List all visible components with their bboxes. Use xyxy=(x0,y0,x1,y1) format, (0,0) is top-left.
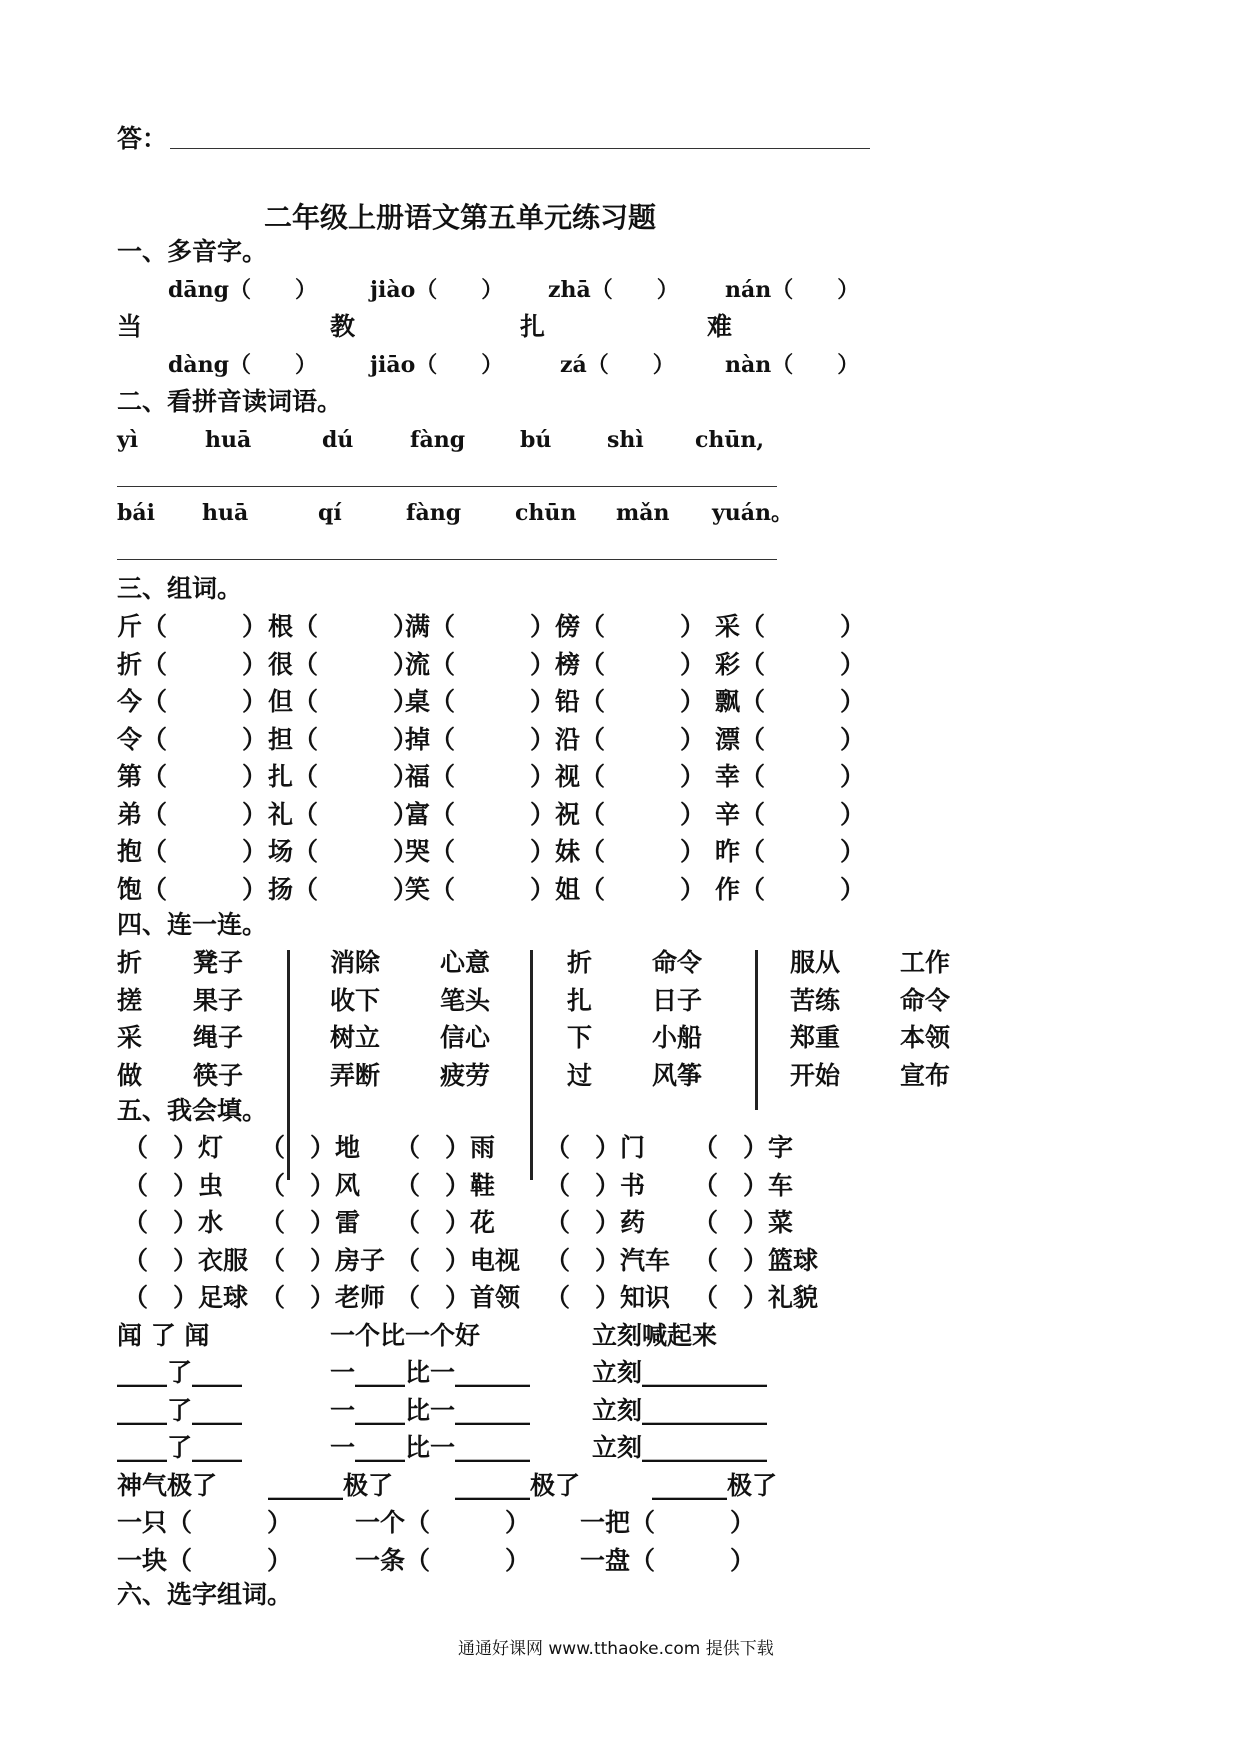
match-item: 筷子 xyxy=(193,1060,244,1090)
word-group-item: 令（ ） xyxy=(117,724,268,754)
polyphone-top-4: nán（ ） xyxy=(725,277,860,303)
measure-word-item: 一把（ ） xyxy=(580,1508,756,1537)
word-group-item: 傍（ ） xyxy=(555,612,706,641)
match-item: 折 xyxy=(117,948,143,977)
word-group-item: 很（ ） xyxy=(268,649,419,679)
measure-word-item: 一块（ ） xyxy=(117,1545,293,1575)
word-group-item: 飘（ ） xyxy=(715,687,866,716)
match-item: 苦练 xyxy=(790,985,841,1015)
match-item: 采 xyxy=(117,1023,143,1052)
page-title: 二年级上册语文第五单元练习题 xyxy=(264,201,657,234)
fill-blank-item: （ ）车 xyxy=(693,1170,794,1200)
pinyin-word: bái xyxy=(117,500,155,526)
pinyin-word: huā xyxy=(205,427,252,453)
divider-line-2 xyxy=(530,950,533,1180)
match-item: 本领 xyxy=(900,1023,951,1052)
word-group-item: 笑（ ） xyxy=(405,874,556,904)
pinyin-word: fàng xyxy=(410,427,466,453)
polyphone-top-1: dāng（ ） xyxy=(168,277,318,303)
word-group-item: 礼（ ） xyxy=(268,799,419,829)
word-group-item: 视（ ） xyxy=(555,762,706,791)
word-group-item: 第（ ） xyxy=(117,762,268,791)
word-group-item: 根（ ） xyxy=(268,612,419,641)
measure-word-item: 一条（ ） xyxy=(355,1545,531,1575)
jile-item: ______极了 xyxy=(652,1471,778,1500)
match-item: 搓 xyxy=(117,985,143,1015)
word-group-item: 弟（ ） xyxy=(117,799,268,829)
polyphone-bottom-1: dàng（ ） xyxy=(168,352,318,378)
word-group-item: 铅（ ） xyxy=(555,687,706,716)
divider-line-3 xyxy=(755,950,758,1110)
word-group-item: 但（ ） xyxy=(268,687,419,716)
word-group-item: 流（ ） xyxy=(405,649,556,679)
jile-item: ______极了 xyxy=(455,1471,581,1500)
pinyin-word: bú xyxy=(520,427,552,453)
fill-blank-item: （ ）汽车 xyxy=(545,1245,671,1275)
pattern-blank: 一____比一______ xyxy=(330,1395,531,1425)
match-item: 做 xyxy=(117,1060,143,1090)
match-item: 信心 xyxy=(440,1023,491,1052)
fill-blank-item: （ ）风 xyxy=(260,1170,361,1200)
word-group-item: 彩（ ） xyxy=(715,649,866,679)
word-group-item: 幸（ ） xyxy=(715,762,866,791)
fill-blank-item: （ ）雷 xyxy=(260,1208,361,1237)
pattern-blank: 立刻__________ xyxy=(592,1395,768,1425)
match-item: 郑重 xyxy=(790,1023,841,1052)
measure-word-item: 一盘（ ） xyxy=(580,1545,756,1575)
word-group-item: 饱（ ） xyxy=(117,874,268,904)
fill-blank-item: （ ）灯 xyxy=(123,1133,224,1162)
match-item: 扎 xyxy=(567,985,593,1015)
pinyin-word: qí xyxy=(318,500,342,526)
section-1-heading: 一、多音字。 xyxy=(117,237,268,266)
word-group-item: 作（ ） xyxy=(715,874,866,904)
word-group-item: 折（ ） xyxy=(117,649,268,679)
pattern-blank: ____了____ xyxy=(117,1395,243,1425)
polyphone-bottom-2: jiāo（ ） xyxy=(370,352,504,378)
fill-blank-item: （ ）地 xyxy=(260,1133,361,1162)
pinyin-word: yuán。 xyxy=(712,500,794,526)
polyphone-char-3: 扎 xyxy=(520,312,546,341)
fill-blank-item: （ ）花 xyxy=(395,1208,496,1237)
section-4-heading: 四、连一连。 xyxy=(117,910,268,939)
fill-blank-item: （ ）衣服 xyxy=(123,1245,249,1275)
word-group-item: 榜（ ） xyxy=(555,649,706,679)
match-item: 树立 xyxy=(330,1023,381,1052)
match-item: 风筝 xyxy=(652,1060,703,1090)
pinyin-word: mǎn xyxy=(616,500,670,526)
pinyin-word: huā xyxy=(202,500,249,526)
word-group-item: 桌（ ） xyxy=(405,687,556,716)
word-group-item: 满（ ） xyxy=(405,612,556,641)
pinyin-answer-line-1 xyxy=(117,486,777,487)
word-group-item: 斤（ ） xyxy=(117,612,268,641)
match-item: 凳子 xyxy=(193,948,244,977)
word-group-item: 扎（ ） xyxy=(268,762,419,791)
word-group-item: 妹（ ） xyxy=(555,837,706,866)
match-item: 命令 xyxy=(900,985,951,1015)
polyphone-top-2: jiào（ ） xyxy=(370,277,504,303)
fill-blank-item: （ ）首领 xyxy=(395,1283,521,1312)
polyphone-top-3: zhā（ ） xyxy=(548,277,679,303)
polyphone-bottom-4: nàn（ ） xyxy=(725,352,860,378)
pattern-blank: ____了____ xyxy=(117,1433,243,1462)
match-item: 折 xyxy=(567,948,593,977)
fill-blank-item: （ ）电视 xyxy=(395,1245,521,1275)
fill-blank-item: （ ）房子 xyxy=(260,1245,386,1275)
word-group-item: 扬（ ） xyxy=(268,874,419,904)
match-item: 疲劳 xyxy=(440,1060,491,1090)
answer-line xyxy=(170,148,870,149)
match-item: 小船 xyxy=(652,1023,703,1052)
section-5-heading: 五、我会填。 xyxy=(117,1096,268,1125)
word-group-item: 抱（ ） xyxy=(117,837,268,866)
polyphone-bottom-3: zá（ ） xyxy=(560,352,675,378)
match-item: 命令 xyxy=(652,948,703,977)
word-group-item: 姐（ ） xyxy=(555,874,706,904)
pinyin-answer-line-2 xyxy=(117,559,777,560)
word-group-item: 今（ ） xyxy=(117,687,268,716)
polyphone-char-1: 当 xyxy=(117,312,143,341)
match-item: 心意 xyxy=(440,948,491,977)
fill-blank-item: （ ）礼貌 xyxy=(693,1283,819,1312)
section-3-heading: 三、组词。 xyxy=(117,574,243,603)
match-item: 过 xyxy=(567,1060,593,1090)
match-item: 日子 xyxy=(652,985,703,1015)
match-item: 绳子 xyxy=(193,1023,244,1052)
word-group-item: 场（ ） xyxy=(268,837,419,866)
pinyin-word: chūn xyxy=(515,500,577,526)
fill-blank-item: （ ）虫 xyxy=(123,1170,224,1200)
pattern-blank: 一____比一______ xyxy=(330,1358,531,1387)
pattern-blank: 一____比一______ xyxy=(330,1433,531,1462)
pinyin-word: chūn, xyxy=(695,427,765,453)
fill-blank-item: （ ）雨 xyxy=(395,1133,496,1162)
fill-blank-item: （ ）篮球 xyxy=(693,1245,819,1275)
word-group-item: 富（ ） xyxy=(405,799,556,829)
fill-blank-item: （ ）知识 xyxy=(545,1283,671,1312)
match-item: 下 xyxy=(567,1023,593,1052)
pinyin-word: yì xyxy=(117,427,139,453)
pattern-example: 一个比一个好 xyxy=(330,1321,481,1350)
word-group-item: 祝（ ） xyxy=(555,799,706,829)
answer-label: 答： xyxy=(117,124,168,153)
section-2-heading: 二、看拼音读词语。 xyxy=(117,387,343,416)
polyphone-char-4: 难 xyxy=(707,312,733,341)
match-item: 弄断 xyxy=(330,1060,381,1090)
fill-blank-item: （ ）足球 xyxy=(123,1283,249,1312)
section-6-heading: 六、选字组词。 xyxy=(117,1580,293,1609)
measure-word-item: 一只（ ） xyxy=(117,1508,293,1537)
pattern-blank: 立刻__________ xyxy=(592,1433,768,1462)
word-group-item: 辛（ ） xyxy=(715,799,866,829)
match-item: 服从 xyxy=(790,948,841,977)
fill-blank-item: （ ）菜 xyxy=(693,1208,794,1237)
word-group-item: 担（ ） xyxy=(268,724,419,754)
fill-blank-item: （ ）字 xyxy=(693,1133,794,1162)
word-group-item: 福（ ） xyxy=(405,762,556,791)
pattern-example: 闻 了 闻 xyxy=(117,1321,210,1350)
fill-blank-item: （ ）门 xyxy=(545,1133,646,1162)
fill-blank-item: （ ）书 xyxy=(545,1170,646,1200)
fill-blank-item: （ ）老师 xyxy=(260,1283,386,1312)
word-group-item: 采（ ） xyxy=(715,612,866,641)
match-item: 消除 xyxy=(330,948,381,977)
fill-blank-item: （ ）鞋 xyxy=(395,1170,496,1200)
pattern-blank: 立刻__________ xyxy=(592,1358,768,1387)
fill-blank-item: （ ）水 xyxy=(123,1208,224,1237)
jile-item: 神气极了 xyxy=(117,1471,218,1500)
word-group-item: 哭（ ） xyxy=(405,837,556,866)
word-group-item: 昨（ ） xyxy=(715,837,866,866)
match-item: 果子 xyxy=(193,985,244,1015)
pinyin-word: dú xyxy=(322,427,354,453)
measure-word-item: 一个（ ） xyxy=(355,1508,531,1537)
match-item: 工作 xyxy=(900,948,951,977)
pinyin-word: shì xyxy=(607,427,644,453)
pattern-blank: ____了____ xyxy=(117,1358,243,1387)
word-group-item: 沿（ ） xyxy=(555,724,706,754)
match-item: 收下 xyxy=(330,985,381,1015)
pattern-example: 立刻喊起来 xyxy=(592,1321,718,1350)
polyphone-char-2: 教 xyxy=(330,312,356,341)
match-item: 开始 xyxy=(790,1060,841,1090)
word-group-item: 掉（ ） xyxy=(405,724,556,754)
jile-item: ______极了 xyxy=(268,1471,394,1500)
pinyin-word: fàng xyxy=(406,500,462,526)
fill-blank-item: （ ）药 xyxy=(545,1208,646,1237)
footer-text: 通通好课网 www.tthaoke.com 提供下载 xyxy=(458,1639,774,1659)
match-item: 笔头 xyxy=(440,985,491,1015)
word-group-item: 漂（ ） xyxy=(715,724,866,754)
match-item: 宣布 xyxy=(900,1060,951,1090)
